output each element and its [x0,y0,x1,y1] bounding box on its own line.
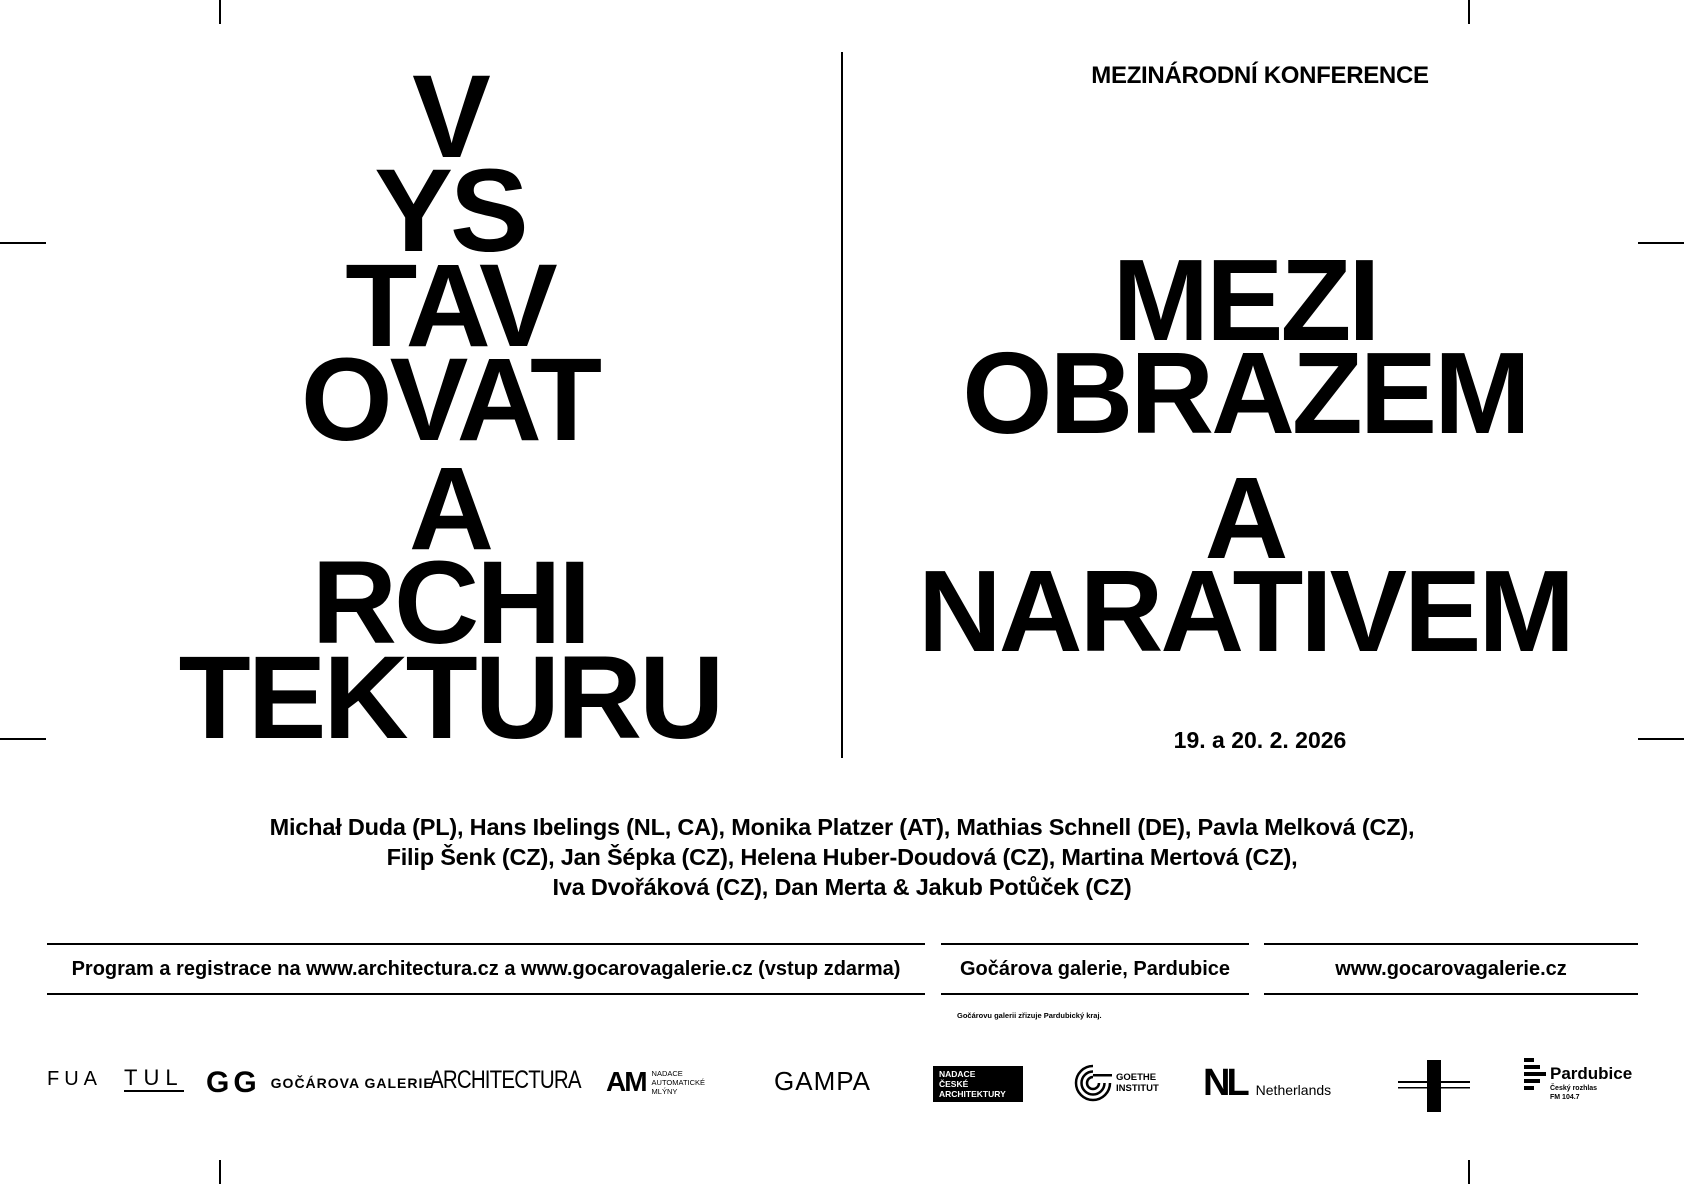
gampa-logo-text: GAMPA [774,1066,871,1096]
goethe-spiral-icon [1074,1064,1112,1102]
goethe-institut-logo: GOETHE INSTITUT [1074,1064,1159,1102]
website-box [1264,943,1638,995]
fua-tul-logo [47,1066,184,1092]
am-logo-text: NADACE AUTOMATICKÉ MLÝNY [651,1068,706,1096]
netherlands-logo-text: Netherlands [1255,1082,1332,1098]
conference-kicker: MEZINÁRODNÍ KONFERENCE [1091,62,1429,89]
netherlands-logo [1203,1064,1331,1102]
speakers-line: Michał Duda (PL), Hans Ibelings (NL, CA), Monika Platzer (AT), Mathias Schnell (DE), Pavla Melková (CZ), [269,814,1415,840]
am-logo [606,1066,705,1098]
speakers-line: Iva Dvořáková (CZ), Dan Merta & Jakub Potůček (CZ) [552,874,1132,900]
right-title [875,235,1615,458]
crop-mark [0,738,46,740]
title-line: TEKTURU [178,631,722,764]
nadace-ceske-architektury-logo: NADACE ČESKÉ ARCHITEKTURY [933,1066,1023,1102]
am-logo-mark: AM [606,1066,646,1097]
title-line: OVAT [300,334,600,467]
crop-mark [1468,0,1470,24]
founder-note: Gočárovu galerii zřizuje Pardubický kraj. [957,1011,1102,1020]
title-line: OBRAZEM [962,327,1528,458]
cross-icon [1398,1060,1470,1112]
tul-logo-text: TUL [124,1065,184,1090]
speakers-line: Filip Šenk (CZ), Jan Šépka (CZ), Helena Huber-Doudová (CZ), Martina Mertová (CZ), [386,844,1298,870]
title-line: A [1204,453,1286,583]
title-line: NARATIVEM [918,545,1572,676]
gampa-logo [774,1066,871,1097]
crop-mark [219,0,221,24]
gg-logo-mark: GG [206,1066,261,1099]
crop-mark [1638,738,1684,740]
speakers-list [60,812,1624,902]
registration-text[interactable]: Program a registrace na www.architectura.cz a www.gocarovagalerie.cz (vstup zdarma) [71,957,901,980]
website-link[interactable]: www.gocarovagalerie.cz [1335,957,1567,980]
rozhlas-icon [1524,1058,1548,1092]
title-line: TAV [345,239,555,372]
venue-box [941,943,1249,995]
cross-logo [1398,1060,1470,1112]
architectura-logo-text: ARCHITECTURA [430,1066,581,1094]
right-title-bottom [875,453,1615,676]
nl-logo-mark: NL [1203,1062,1246,1104]
title-line: RCHI [311,537,589,670]
title-line: V [412,51,488,183]
title-line: YS [374,145,526,278]
event-date: 19. a 20. 2. 2026 [1173,727,1347,753]
title-line: MEZI [1112,235,1378,365]
architectura-logo [430,1066,614,1095]
crop-mark [1638,242,1684,244]
venue-text: Gočárova galerie, Pardubice [959,957,1231,980]
cesky-rozhlas-pardubice-logo: Pardubice Český rozhlas FM 104.7 [1524,1058,1632,1102]
crop-mark [219,1160,221,1184]
vertical-divider [841,52,843,758]
title-line: A [408,443,492,575]
gocarova-logo [206,1066,434,1100]
pardubice-logo-text: Pardubice [1550,1064,1633,1083]
crop-mark [0,242,46,244]
crop-mark [1468,1160,1470,1184]
left-title-bottom [170,443,730,764]
fua-logo-text: FUA [47,1067,102,1090]
left-title [170,51,730,467]
gocarova-logo-text: GOČÁROVA GALERIE [270,1075,434,1091]
registration-box [47,943,925,995]
